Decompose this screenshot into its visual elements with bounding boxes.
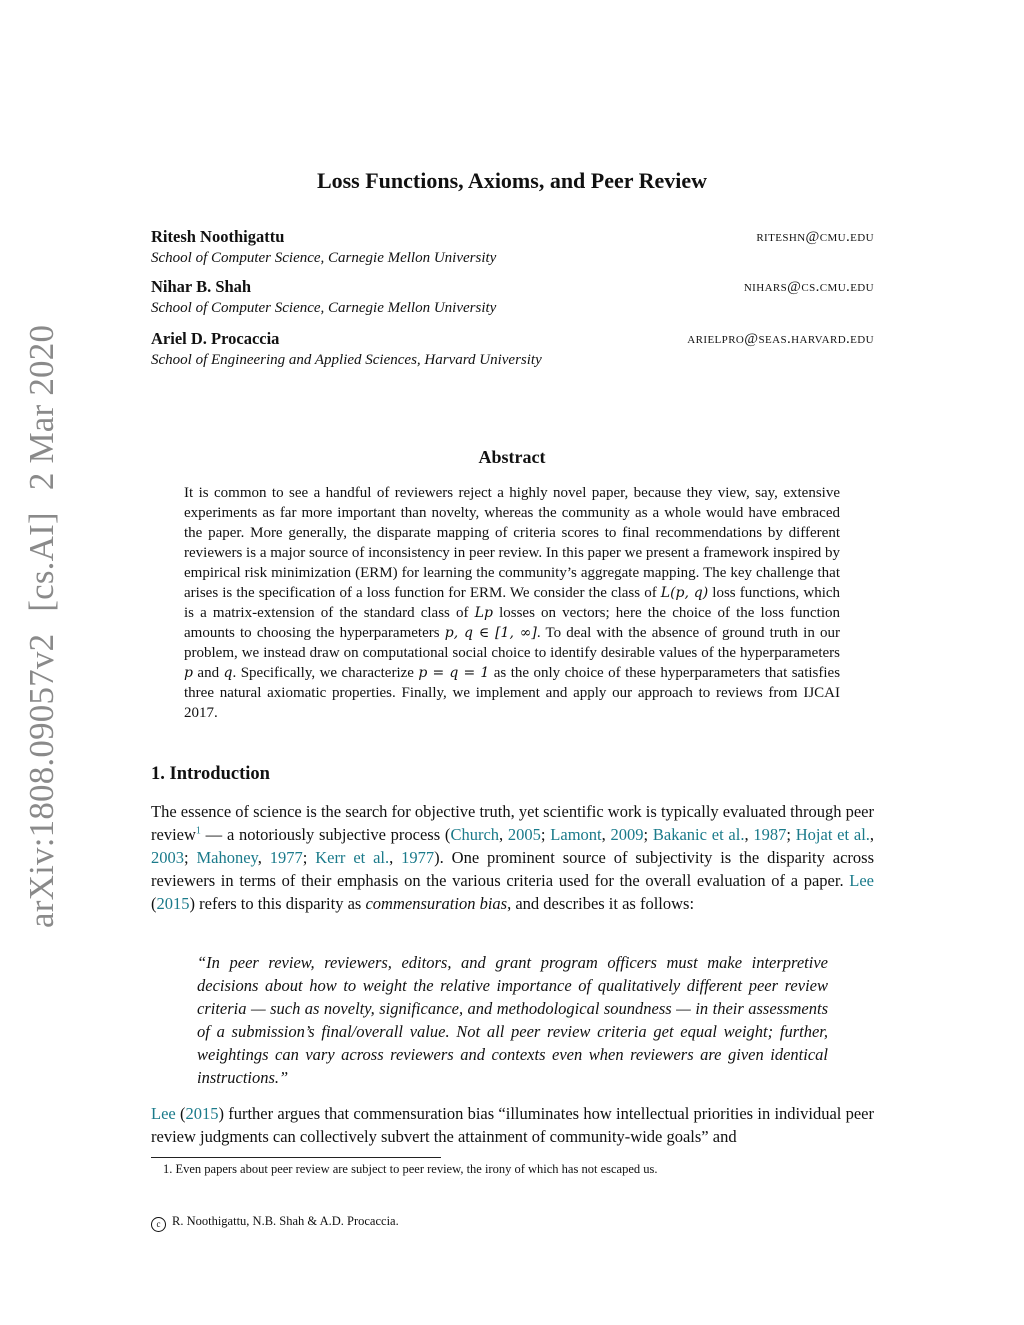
paragraph-text: The essence of science is the search for objective truth, yet scientific work is typically evaluated through peer review [151,802,874,844]
abstract-heading: Abstract [478,447,546,467]
author-block [151,277,874,317]
intro-paragraph-1: The essence of science is the search for objective truth, yet scientific work is typically evaluated through peer review$^1$ — a notoriously subjective process (Church, 2005; Lamont, 2009; Bakanic et al., 1987; Hojat et al., 2003; Mahoney, 1977; Kerr et al., 1977). One prominent source of subjectivity is the disparity across reviewers in terms of their emphasis on the various criteria used for the overall evaluation of a paper. Lee (2015) refers to this disparity as commensuration bias, and describes it as follows: [151,802,875,913]
math-q: q [223,665,233,681]
citation-year-link[interactable]: 1987 [753,825,787,844]
arxiv-id: arXiv:1808.09057v2 [22,633,61,928]
paragraph-text: , and describes it as follows: [507,894,695,913]
author-name: Ariel D. Procaccia [151,329,280,348]
paragraph-text: — a notoriously subjective process ( [200,825,451,844]
author-name: Nihar B. Shah [151,277,252,296]
math-p: p [184,665,193,681]
citation-link[interactable]: Lee [849,871,875,890]
author-name: Ritesh Noothigattu [151,227,285,246]
abstract-text [184,483,840,723]
citation-year-link[interactable]: 1977 [269,848,303,867]
block-quote: “In peer review, reviewers, editors, and grant program officers must make interpretive decisions about how to weight the relative importance of qualitatively different peer review criteria — such as novelty, significance, and methodological soundness — in their assessments of a submission’s final/overall value. Not all peer review criteria get equal weight; further, weightings can vary across reviewers and contexts even when reviewers are given identical instructions.” [197,953,828,1087]
citation-year-link[interactable]: 1977 [401,848,435,867]
citation-year-link[interactable]: 2009 [610,825,644,844]
citation-link[interactable]: Bakanic et al. [652,825,745,844]
author-block [151,329,874,369]
citation-link[interactable]: Mahoney [196,848,258,867]
abstract-segment: It is common to see a handful of reviewers reject a highly novel paper, because they view, say, extensive experiments as far more important than novelty, whereas the community as a whole would have embraced the paper. More generally, the disparate mapping of criteria scores to final recommendations by different reviewers is a major source of inconsistency in peer review. In this paper we present a framework inspired by empirical risk minimization (ERM) for learning the community’s aggregate mapping. The key challenge that arises is the specification of a loss function for ERM. We consider the class of [184,485,840,601]
copyright-text: R. Noothigattu, N.B. Shah & A.D. Procaccia. [172,1214,399,1228]
citation-year-link[interactable]: 2005 [507,825,541,844]
section-heading-introduction: 1. Introduction [151,764,270,784]
citation-year-link[interactable]: 2003 [151,848,184,867]
author-email[interactable]: arielpro@seas.harvard.edu [687,331,874,347]
citation-link[interactable]: Hojat et al. [795,825,870,844]
math-lp: Lp [474,605,493,621]
paragraph-text: further argues that commensuration bias “illuminates how intellectual priorities in individual peer review judgments can collectively subvert the attainment of community-wide goals” and [151,1104,874,1146]
abstract-segment: as the only choice of these hyperparameters that satisfies three natural axiomatic properties. Finally, we implement and apply our approach to reviews from IJCAI 2017. [184,665,841,721]
footnote: 1. Even papers about peer review are subject to peer review, the irony of which has not escaped us. [163,1162,658,1176]
abstract-segment: and [197,665,220,681]
author-email[interactable]: nihars@cs.cmu.edu [743,279,874,295]
paragraph-text: refers to this disparity as [195,894,362,913]
citation-link[interactable]: Lamont [550,825,602,844]
abstract-segment: loss functions, which is a matrix-extension of the standard class of [184,585,841,621]
citation-year-link[interactable]: 2015 [156,894,190,913]
copyright-line [151,1214,399,1232]
math-hyperparameter-range: p, q ∈ [1, ∞] [444,625,537,641]
math-loss-class: L(p, q) [660,585,709,601]
citation-link[interactable]: Lee [151,1104,176,1123]
emphasized-term: commensuration bias [365,894,508,913]
paper-title: Loss Functions, Axioms, and Peer Review [316,168,708,193]
arxiv-date: 2 Mar 2020 [22,324,61,491]
citation-year-link[interactable]: 2015 [185,1104,219,1123]
citation-link[interactable]: Kerr et al. [315,848,390,867]
math-p-equals-q: p = q = 1 [418,665,490,681]
arxiv-category: [cs.AI] [22,512,61,612]
author-affiliation: School of Computer Science, Carnegie Mellon University [151,250,497,266]
footnote-marker[interactable]: 1 [195,825,201,837]
intro-paragraph-2: Lee (2015) further argues that commensuration bias “illuminates how intellectual priorities in individual peer review judgments can collectively subvert the attainment of community-wide goals” and [151,1104,874,1146]
abstract-segment: losses on vectors; here the choice of the loss function amounts to choosing the hyperparameters [184,605,841,641]
abstract-segment: . To deal with the absence of ground truth in our problem, we instead draw on computational social choice to identify desirable values of the hyperparameters [184,625,840,661]
author-affiliation: School of Engineering and Applied Sciences, Harvard University [151,352,542,368]
copyright-icon: c [151,1217,166,1232]
citation-link[interactable]: Church [450,825,500,844]
abstract-segment: . Specifically, we characterize [232,665,414,681]
paragraph-text: ). One prominent source of subjectivity is the disparity across reviewers in terms of their emphasis on the various criteria used for the overall evaluation of a paper. [151,848,874,890]
author-email[interactable]: riteshn@cmu.edu [756,229,874,245]
author-block [151,227,874,267]
footnote-divider [151,1157,441,1158]
arxiv-side-identifier [22,325,62,928]
author-affiliation: School of Computer Science, Carnegie Mellon University [151,300,497,316]
